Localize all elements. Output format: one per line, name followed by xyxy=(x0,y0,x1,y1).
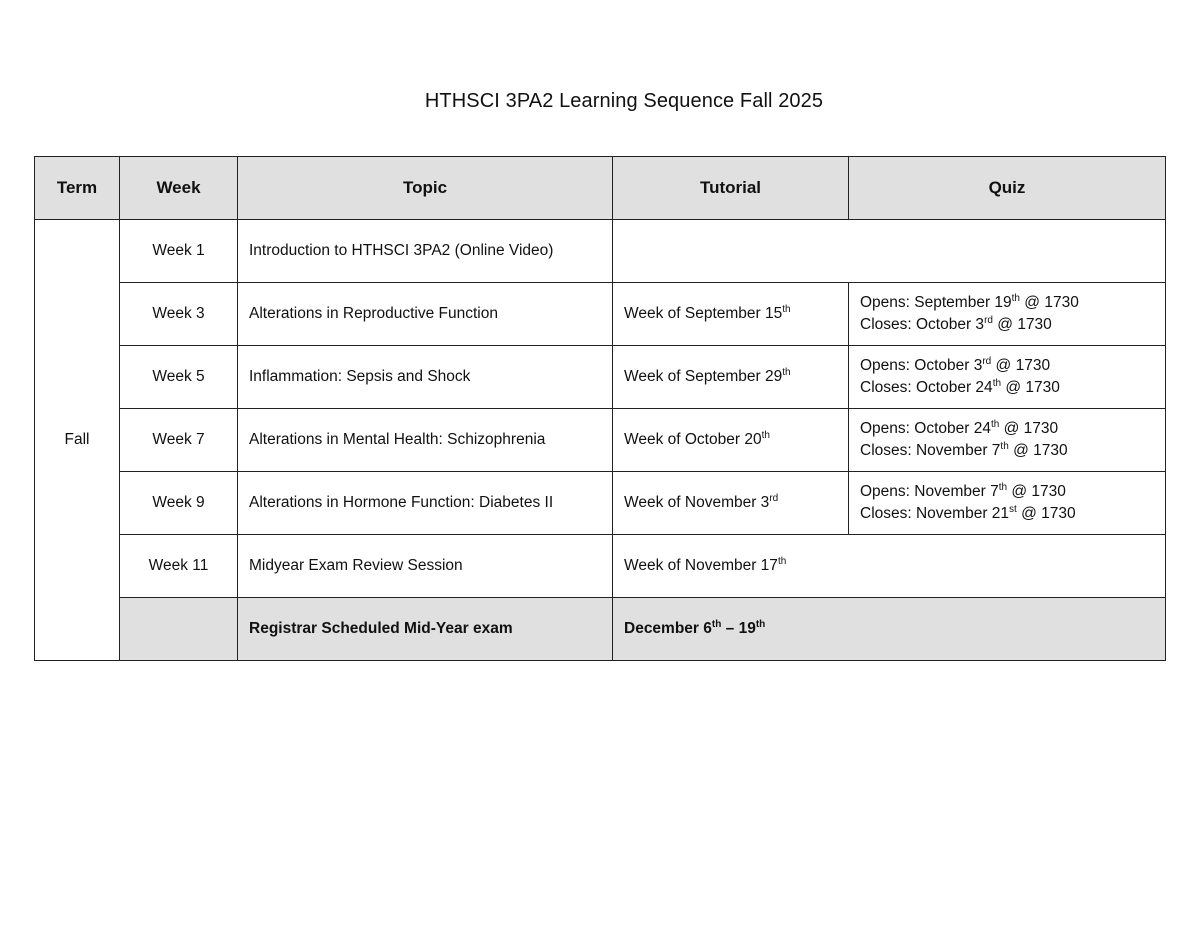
topic-cell: Alterations in Reproductive Function xyxy=(238,283,613,346)
quiz-opens: Opens: September 19th @ 1730 xyxy=(860,293,1079,311)
table-header-row xyxy=(35,157,1166,220)
header-week: Week xyxy=(120,157,238,220)
table-row xyxy=(35,409,1166,472)
table-row xyxy=(35,535,1166,598)
week-cell: Week 9 xyxy=(120,472,238,535)
quiz-closes: Closes: October 24th @ 1730 xyxy=(860,378,1060,396)
learning-sequence-table xyxy=(34,156,1166,661)
quiz-cell xyxy=(849,472,1166,535)
quiz-opens: Opens: October 24th @ 1730 xyxy=(860,419,1059,437)
empty-cell xyxy=(613,220,1166,283)
table-row xyxy=(35,283,1166,346)
table-row xyxy=(35,472,1166,535)
topic-cell: Midyear Exam Review Session xyxy=(238,535,613,598)
quiz-opens: Opens: October 3rd @ 1730 xyxy=(860,356,1051,374)
quiz-cell xyxy=(849,409,1166,472)
header-topic: Topic xyxy=(238,157,613,220)
quiz-closes: Closes: November 7th @ 1730 xyxy=(860,441,1068,459)
exam-week-cell xyxy=(120,598,238,661)
table-row xyxy=(35,346,1166,409)
topic-cell: Alterations in Hormone Function: Diabetes II xyxy=(238,472,613,535)
page-title: HTHSCI 3PA2 Learning Sequence Fall 2025 xyxy=(424,90,824,112)
table-row xyxy=(35,220,1166,283)
quiz-opens: Opens: November 7th @ 1730 xyxy=(860,482,1066,500)
quiz-cell xyxy=(849,283,1166,346)
topic-cell: Inflammation: Sepsis and Shock xyxy=(238,346,613,409)
exam-row xyxy=(35,598,1166,661)
tutorial-cell: Week of September 15th xyxy=(613,283,849,346)
week-cell: Week 1 xyxy=(120,220,238,283)
quiz-closes: Closes: October 3rd @ 1730 xyxy=(860,315,1052,333)
header-tutorial: Tutorial xyxy=(613,157,849,220)
week-cell: Week 11 xyxy=(120,535,238,598)
tutorial-cell: Week of October 20th xyxy=(613,409,849,472)
week-cell: Week 3 xyxy=(120,283,238,346)
week-cell: Week 7 xyxy=(120,409,238,472)
header-quiz: Quiz xyxy=(849,157,1166,220)
topic-cell: Introduction to HTHSCI 3PA2 (Online Video) xyxy=(238,220,613,283)
tutorial-cell: Week of November 3rd xyxy=(613,472,849,535)
term-cell: Fall xyxy=(35,220,120,661)
quiz-cell xyxy=(849,346,1166,409)
tutorial-cell: Week of September 29th xyxy=(613,346,849,409)
exam-topic-cell: Registrar Scheduled Mid-Year exam xyxy=(238,598,613,661)
tutorial-cell: Week of November 17th xyxy=(613,535,1166,598)
quiz-closes: Closes: November 21st @ 1730 xyxy=(860,504,1076,522)
header-term: Term xyxy=(35,157,120,220)
week-cell: Week 5 xyxy=(120,346,238,409)
exam-date-cell: December 6th – 19th xyxy=(613,598,1166,661)
topic-cell: Alterations in Mental Health: Schizophrenia xyxy=(238,409,613,472)
